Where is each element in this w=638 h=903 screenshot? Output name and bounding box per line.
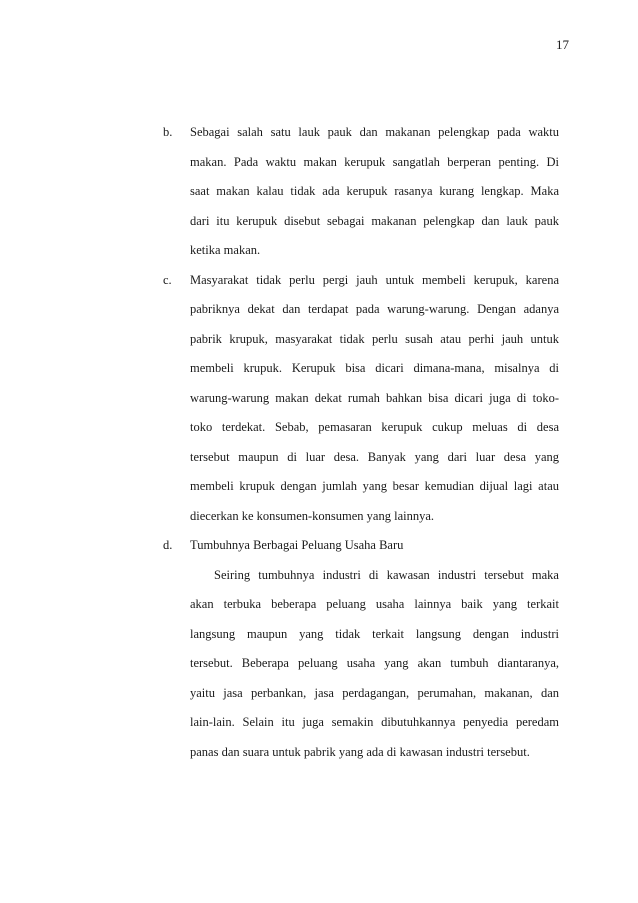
list-item-c bbox=[0, 266, 638, 532]
text-line: membeli krupuk. Kerupuk bisa dicari dimana-mana, misalnya di bbox=[190, 361, 559, 375]
text-line: yaitu jasa perbankan, jasa perdagangan, perumahan, makanan, dan bbox=[190, 685, 559, 700]
page-content bbox=[0, 118, 638, 767]
text-line: toko terdekat. Sebab, pemasaran kerupuk cukup meluas di desa bbox=[190, 420, 559, 434]
list-marker: b. bbox=[163, 125, 173, 139]
text-line: panas dan suara untuk pabrik yang ada di kawasan industri tersebut. bbox=[190, 744, 530, 759]
list-item-d bbox=[0, 531, 638, 767]
text-line: saat makan kalau tidak ada kerupuk rasanya kurang lengkap. Maka bbox=[190, 184, 559, 198]
text-line: langsung maupun yang tidak terkait langsung dengan industri bbox=[190, 626, 559, 641]
text-line: makan. Pada waktu makan kerupuk sangatlah berperan penting. Di bbox=[190, 154, 559, 169]
text-line: dari itu kerupuk disebut sebagai makanan pelengkap dan lauk pauk bbox=[190, 213, 559, 228]
text-line: tersebut maupun di luar desa. Banyak yang dari luar desa yang bbox=[190, 449, 559, 464]
text-line: pabrik krupuk, masyarakat tidak perlu susah atau perhi jauh untuk bbox=[190, 331, 559, 346]
section-heading: Tumbuhnya Berbagai Peluang Usaha Baru bbox=[190, 538, 404, 552]
text-line: tersebut. Beberapa peluang usaha yang akan tumbuh diantaranya, bbox=[190, 656, 559, 670]
text-line: warung-warung makan dekat rumah bahkan bisa dicari juga di toko- bbox=[190, 390, 559, 405]
text-line: diecerkan ke konsumen-konsumen yang lainnya. bbox=[190, 508, 435, 523]
text-line: ketika makan. bbox=[190, 243, 261, 257]
text-line: membeli krupuk dengan jumlah yang besar kemudian dijual lagi atau bbox=[190, 479, 559, 493]
text-line: akan terbuka beberapa peluang usaha lainnya baik yang terkait bbox=[190, 597, 559, 611]
list-marker: d. bbox=[163, 538, 173, 552]
list-item-body bbox=[190, 531, 559, 767]
list-item-body bbox=[190, 266, 559, 532]
list-marker: c. bbox=[163, 272, 172, 287]
text-line: Masyarakat tidak perlu pergi jauh untuk membeli kerupuk, karena bbox=[190, 272, 559, 287]
text-line: lain-lain. Selain itu juga semakin dibutuhkannya penyedia peredam bbox=[190, 715, 559, 729]
page-number: 17 bbox=[556, 37, 569, 52]
text-line: Seiring tumbuhnya industri di kawasan industri tersebut maka bbox=[214, 567, 559, 582]
text-line: pabriknya dekat dan terdapat pada warung-warung. Dengan adanya bbox=[190, 302, 559, 316]
list-item-b bbox=[0, 118, 638, 266]
list-item-body bbox=[190, 118, 559, 266]
text-line: Sebagai salah satu lauk pauk dan makanan pelengkap pada waktu bbox=[190, 125, 559, 139]
